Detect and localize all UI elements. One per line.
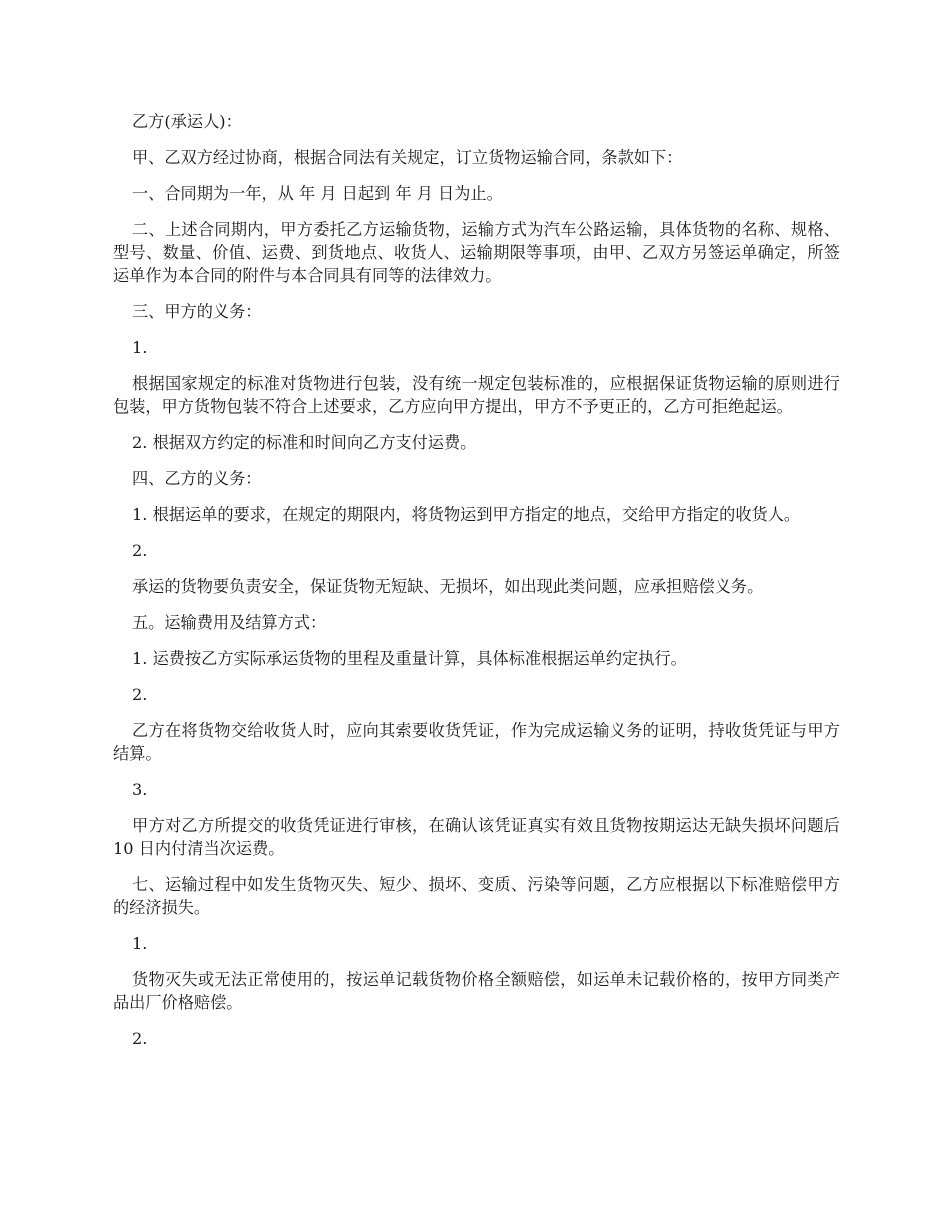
clause-5-item-2-number: 2. xyxy=(132,685,148,704)
clause-3-item-2: 2. 根据双方约定的标准和时间向乙方支付运费。 xyxy=(132,433,477,452)
clause-3-item-1-text: 根据国家规定的标准对货物进行包装，没有统一规定包装标准的，应根据保证货物运输的原则进行包装，甲方货物包装不符合上述要求，乙方应向甲方提出，甲方不予更正的，乙方可拒绝起运。 xyxy=(113,374,840,416)
clause-4-item-2-text: 承运的货物要负责安全，保证货物无短缺、无损坏，如出现此类问题，应承担赔偿义务。 xyxy=(132,577,764,596)
clause-3-heading: 三、甲方的义务： xyxy=(132,302,262,321)
clause-2-scope: 二、上述合同期内，甲方委托乙方运输货物，运输方式为汽车公路运输，具体货物的名称、规格、型号、数量、价值、运费、到货地点、收货人、运输期限等事项，由甲、乙双方另签运单确定，所签运单作为本合同的附件与本合同具有同等的法律效力。 xyxy=(113,220,840,285)
clause-5-heading: 五。运输费用及结算方式： xyxy=(132,613,327,632)
clause-1-term: 一、合同期为一年，从 年 月 日起到 年 月 日为止。 xyxy=(132,184,503,203)
clause-7-item-1-text: 货物灭失或无法正常使用的，按运单记载货物价格全额赔偿，如运单未记载价格的，按甲方同类产品出厂价格赔偿。 xyxy=(113,970,840,1012)
clause-4-item-1: 1. 根据运单的要求，在规定的期限内，将货物运到甲方指定的地点，交给甲方指定的收货人。 xyxy=(132,505,801,524)
document-page xyxy=(113,110,840,1063)
clause-5-item-3-text: 甲方对乙方所提交的收货凭证进行审核，在确认该凭证真实有效且货物按期运达无缺失损坏问题后 10 日内付清当次运费。 xyxy=(113,816,840,858)
clause-3-item-1-number: 1. xyxy=(132,338,148,357)
clause-5-item-2-text: 乙方在将货物交给收货人时，应向其索要收货凭证，作为完成运输义务的证明，持收货凭证与甲方结算。 xyxy=(113,721,840,763)
intro-paragraph: 甲、乙双方经过协商，根据合同法有关规定，订立货物运输合同，条款如下： xyxy=(132,148,683,167)
clause-7-heading: 七、运输过程中如发生货物灭失、短少、损坏、变质、污染等问题，乙方应根据以下标准赔偿甲方的经济损失。 xyxy=(113,875,840,917)
clause-5-item-1: 1. 运费按乙方实际承运货物的里程及重量计算，具体标准根据运单约定执行。 xyxy=(132,649,687,668)
clause-4-heading: 四、乙方的义务： xyxy=(132,469,262,488)
party-b-carrier-line: 乙方(承运人)： xyxy=(132,112,242,131)
clause-5-item-3-number: 3. xyxy=(132,780,148,799)
clause-7-item-2-number: 2. xyxy=(132,1029,148,1048)
clause-7-item-1-number: 1. xyxy=(132,934,148,953)
clause-4-item-2-number: 2. xyxy=(132,541,148,560)
